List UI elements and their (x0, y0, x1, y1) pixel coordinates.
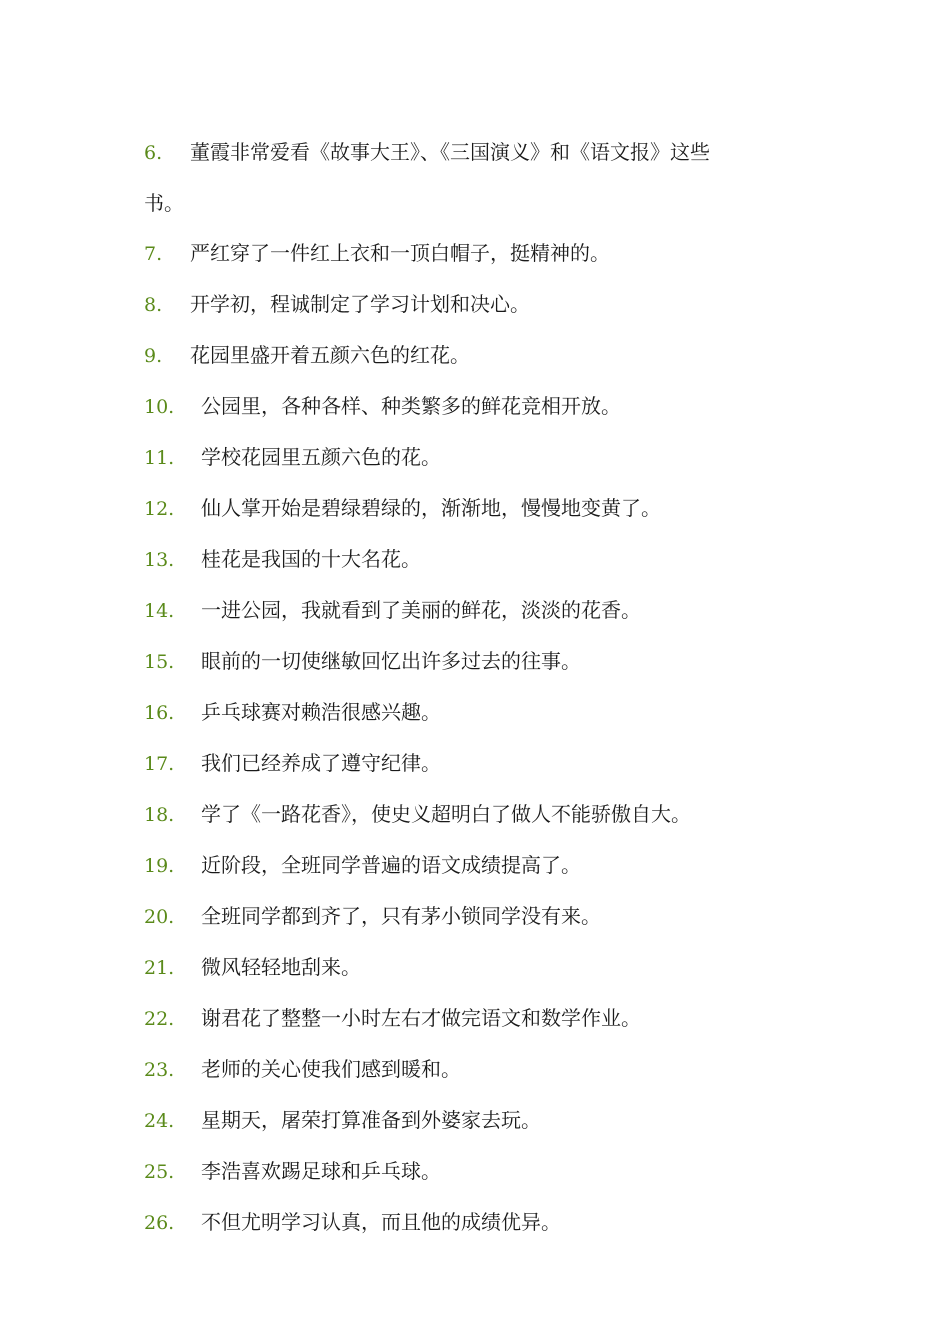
item-number: 18. (144, 804, 175, 826)
list-item (144, 891, 804, 942)
item-number: 11. (144, 447, 175, 469)
item-text: 近阶段，全班同学普遍的语文成绩提高了。 (201, 853, 581, 877)
list-item (144, 330, 804, 381)
list-item (144, 483, 804, 534)
item-number: 8. (144, 294, 163, 316)
list-item (144, 993, 804, 1044)
list-item (144, 636, 804, 687)
item-text: 学校花园里五颜六色的花。 (201, 445, 441, 469)
item-number: 17. (144, 753, 175, 775)
list-item (144, 585, 804, 636)
item-text: 谢君花了整整一小时左右才做完语文和数学作业。 (201, 1006, 641, 1030)
item-number: 26. (144, 1212, 175, 1234)
item-text: 老师的关心使我们感到暖和。 (201, 1057, 461, 1081)
item-number: 6. (144, 142, 163, 164)
item-text: 学了《一路花香》，使史义超明白了做人不能骄傲自大。 (201, 802, 691, 826)
item-number: 20. (144, 906, 175, 928)
item-number: 14. (144, 600, 175, 622)
item-text: 董霞非常爱看《故事大王》、《三国演义》和《语文报》这些 (190, 140, 710, 164)
item-number: 10. (144, 396, 175, 418)
item-text: 乒乓球赛对赖浩很感兴趣。 (201, 700, 441, 724)
item-text: 星期天，屠荣打算准备到外婆家去玩。 (201, 1108, 541, 1132)
list-item (144, 381, 804, 432)
item-text: 桂花是我国的十大名花。 (201, 547, 421, 571)
item-number: 25. (144, 1161, 175, 1183)
list-item (144, 279, 804, 330)
list-item (144, 840, 804, 891)
item-number: 9. (144, 345, 163, 367)
list-item (144, 228, 804, 279)
item-number: 23. (144, 1059, 175, 1081)
item-number: 7. (144, 243, 163, 265)
list-item (144, 1146, 804, 1197)
item-text: 我们已经养成了遵守纪律。 (201, 751, 441, 775)
item-number: 12. (144, 498, 175, 520)
item-number: 24. (144, 1110, 175, 1132)
list-item (144, 432, 804, 483)
item-text: 微风轻轻地刮来。 (201, 955, 361, 979)
item-text: 李浩喜欢踢足球和乒乓球。 (201, 1159, 441, 1183)
item-number: 16. (144, 702, 175, 724)
item-text: 眼前的一切使继敏回忆出许多过去的往事。 (201, 649, 581, 673)
list-item (144, 738, 804, 789)
list-item (144, 534, 804, 585)
item-text: 全班同学都到齐了，只有茅小锁同学没有来。 (201, 904, 601, 928)
list-item (144, 127, 804, 228)
item-number: 21. (144, 957, 175, 979)
list-item (144, 1095, 804, 1146)
list-item (144, 1197, 804, 1248)
item-text: 严红穿了一件红上衣和一顶白帽子，挺精神的。 (190, 241, 610, 265)
item-text: 不但尤明学习认真，而且他的成绩优异。 (201, 1210, 561, 1234)
sentence-list (144, 127, 804, 1248)
item-number: 15. (144, 651, 175, 673)
item-text-continuation: 书。 (144, 191, 184, 215)
item-text: 公园里，各种各样、种类繁多的鲜花竞相开放。 (201, 394, 621, 418)
item-text: 一进公园，我就看到了美丽的鲜花，淡淡的花香。 (201, 598, 641, 622)
list-item (144, 687, 804, 738)
item-number: 19. (144, 855, 175, 877)
list-item (144, 1044, 804, 1095)
list-item (144, 789, 804, 840)
list-item (144, 942, 804, 993)
item-text: 仙人掌开始是碧绿碧绿的，渐渐地，慢慢地变黄了。 (201, 496, 661, 520)
item-text: 花园里盛开着五颜六色的红花。 (190, 343, 470, 367)
item-number: 22. (144, 1008, 175, 1030)
item-number: 13. (144, 549, 175, 571)
item-text: 开学初，程诚制定了学习计划和决心。 (190, 292, 530, 316)
